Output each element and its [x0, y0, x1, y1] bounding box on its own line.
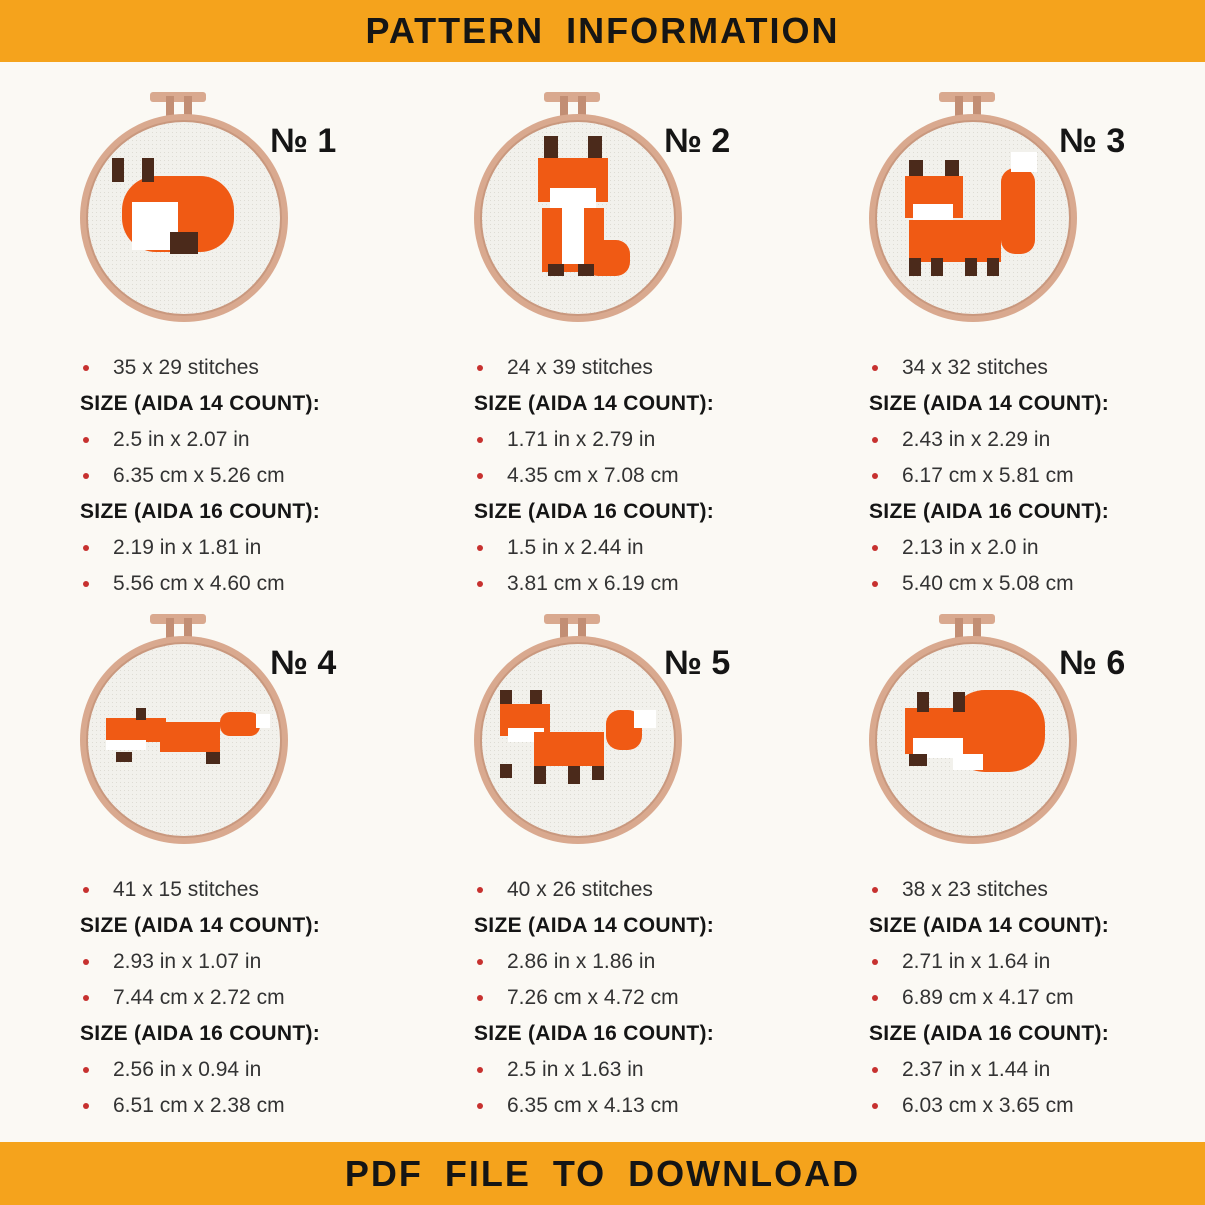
size-aida14-heading: SIZE (AIDA 14 COUNT): — [869, 392, 1110, 415]
pattern-card-5 — [474, 614, 854, 1134]
aida14-in-item: 2.93 in x 1.07 in — [80, 944, 320, 980]
stitches-item: 38 x 23 stitches — [869, 872, 1109, 908]
aida16-in-item: 2.56 in x 0.94 in — [80, 1052, 320, 1088]
header-banner — [0, 0, 1205, 62]
pattern-card-6 — [869, 614, 1205, 1134]
bullet-icon — [872, 473, 878, 479]
pattern-card-1 — [80, 92, 460, 612]
bullet-icon — [83, 1103, 89, 1109]
bullet-icon — [872, 545, 878, 551]
size-aida14-heading: SIZE (AIDA 14 COUNT): — [80, 392, 321, 415]
aida14-cm-item: 6.35 cm x 5.26 cm — [80, 458, 320, 494]
stitches-item: 35 x 29 stitches — [80, 350, 320, 386]
bullet-icon — [477, 1103, 483, 1109]
standing-fox-icon — [869, 92, 1081, 332]
bullet-icon — [83, 437, 89, 443]
aida16-cm-item: 3.81 cm x 6.19 cm — [474, 566, 714, 602]
bullet-icon — [83, 545, 89, 551]
bullet-icon — [83, 959, 89, 965]
bullet-icon — [477, 473, 483, 479]
aida16-cm-item: 6.51 cm x 2.38 cm — [80, 1088, 320, 1124]
aida14-in-item: 2.5 in x 2.07 in — [80, 422, 320, 458]
aida14-in-item: 2.71 in x 1.64 in — [869, 944, 1109, 980]
footer-title: PDF FILE TO DOWNLOAD — [344, 1152, 861, 1194]
aida14-in-item: 2.43 in x 2.29 in — [869, 422, 1109, 458]
bullet-icon — [477, 581, 483, 587]
sleeping-fox-icon — [80, 92, 292, 332]
pattern-number: № 3 — [1059, 122, 1126, 160]
stitches-item: 24 x 39 stitches — [474, 350, 714, 386]
size-aida16-heading: SIZE (AIDA 16 COUNT): — [474, 500, 715, 523]
size-aida16-heading: SIZE (AIDA 16 COUNT): — [80, 500, 321, 523]
bullet-icon — [83, 581, 89, 587]
bullet-icon — [477, 959, 483, 965]
bullet-icon — [83, 887, 89, 893]
aida16-in-item: 2.5 in x 1.63 in — [474, 1052, 714, 1088]
bullet-icon — [872, 995, 878, 1001]
aida14-cm-item: 7.44 cm x 2.72 cm — [80, 980, 320, 1016]
stitches-item: 34 x 32 stitches — [869, 350, 1109, 386]
pattern-number: № 1 — [270, 122, 337, 160]
sitting-fox-icon — [474, 92, 686, 332]
stitches-item: 41 x 15 stitches — [80, 872, 320, 908]
aida14-cm-item: 6.89 cm x 4.17 cm — [869, 980, 1109, 1016]
header-title: PATTERN INFORMATION — [365, 10, 840, 51]
size-aida14-heading: SIZE (AIDA 14 COUNT): — [474, 392, 715, 415]
aida16-cm-item: 6.03 cm x 3.65 cm — [869, 1088, 1109, 1124]
stitches-item: 40 x 26 stitches — [474, 872, 714, 908]
aida14-cm-item: 4.35 cm x 7.08 cm — [474, 458, 714, 494]
curled-fox-icon — [869, 614, 1081, 854]
bullet-icon — [83, 995, 89, 1001]
size-aida16-heading: SIZE (AIDA 16 COUNT): — [80, 1022, 321, 1045]
aida14-cm-item: 7.26 cm x 4.72 cm — [474, 980, 714, 1016]
size-aida14-heading: SIZE (AIDA 14 COUNT): — [80, 914, 321, 937]
size-aida16-heading: SIZE (AIDA 16 COUNT): — [474, 1022, 715, 1045]
pattern-number: № 6 — [1059, 644, 1126, 682]
aida16-in-item: 2.13 in x 2.0 in — [869, 530, 1109, 566]
size-aida16-heading: SIZE (AIDA 16 COUNT): — [869, 500, 1110, 523]
bullet-icon — [477, 545, 483, 551]
bullet-icon — [872, 365, 878, 371]
pattern-card-4 — [80, 614, 460, 1134]
pattern-number: № 2 — [664, 122, 731, 160]
aida16-cm-item: 5.56 cm x 4.60 cm — [80, 566, 320, 602]
bullet-icon — [83, 1067, 89, 1073]
aida16-in-item: 1.5 in x 2.44 in — [474, 530, 714, 566]
bullet-icon — [477, 887, 483, 893]
size-aida16-heading: SIZE (AIDA 16 COUNT): — [869, 1022, 1110, 1045]
aida16-cm-item: 6.35 cm x 4.13 cm — [474, 1088, 714, 1124]
pattern-number: № 5 — [664, 644, 731, 682]
walking-fox-icon — [474, 614, 686, 854]
bullet-icon — [872, 1067, 878, 1073]
crawling-fox-icon — [80, 614, 292, 854]
aida14-in-item: 2.86 in x 1.86 in — [474, 944, 714, 980]
aida14-in-item: 1.71 in x 2.79 in — [474, 422, 714, 458]
bullet-icon — [477, 1067, 483, 1073]
bullet-icon — [872, 1103, 878, 1109]
pattern-card-2 — [474, 92, 854, 612]
bullet-icon — [477, 365, 483, 371]
bullet-icon — [83, 365, 89, 371]
bullet-icon — [872, 887, 878, 893]
pattern-number: № 4 — [270, 644, 337, 682]
bullet-icon — [872, 581, 878, 587]
bullet-icon — [872, 437, 878, 443]
size-aida14-heading: SIZE (AIDA 14 COUNT): — [474, 914, 715, 937]
bullet-icon — [83, 473, 89, 479]
footer-banner — [0, 1142, 1205, 1205]
aida16-in-item: 2.37 in x 1.44 in — [869, 1052, 1109, 1088]
bullet-icon — [477, 995, 483, 1001]
size-aida14-heading: SIZE (AIDA 14 COUNT): — [869, 914, 1110, 937]
aida16-in-item: 2.19 in x 1.81 in — [80, 530, 320, 566]
aida16-cm-item: 5.40 cm x 5.08 cm — [869, 566, 1109, 602]
aida14-cm-item: 6.17 cm x 5.81 cm — [869, 458, 1109, 494]
pattern-card-3 — [869, 92, 1205, 612]
bullet-icon — [872, 959, 878, 965]
bullet-icon — [477, 437, 483, 443]
